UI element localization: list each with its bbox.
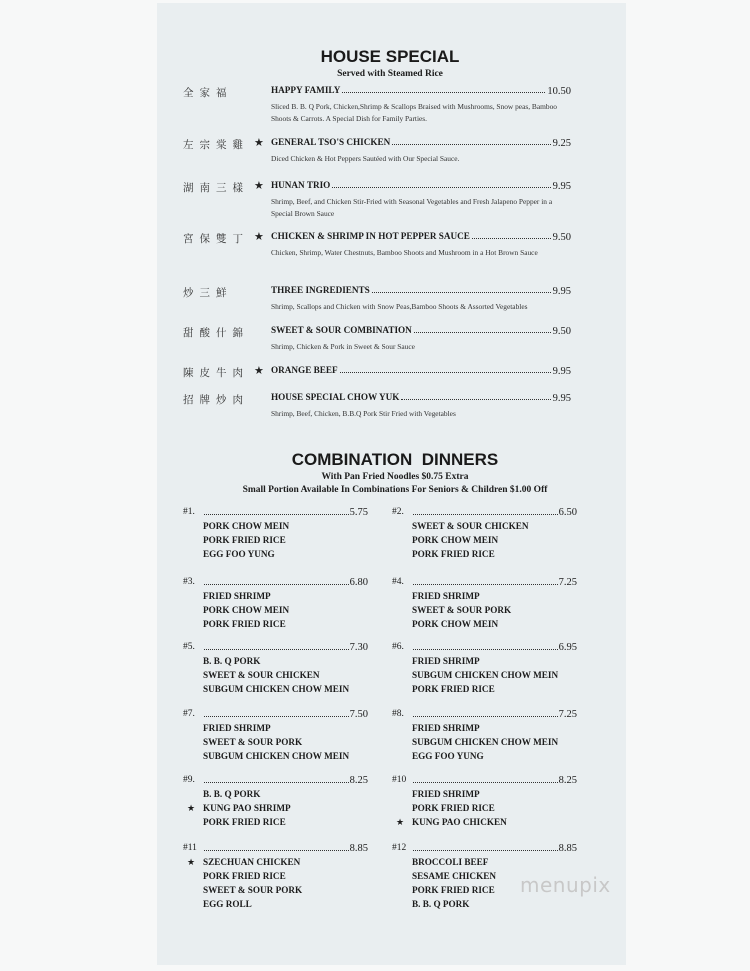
combination-subtitle-portion: Small Portion Available In Combinations For Seniors & Children $1.00 Off xyxy=(242,485,548,495)
combination-dish xyxy=(183,589,368,603)
dish-name-text: CHICKEN & SHRIMP IN HOT PEPPER SAUCE xyxy=(271,231,470,241)
combination-dish-name: SUBGUM CHICKEN CHOW MEIN xyxy=(412,670,559,680)
combination-number: #5. xyxy=(183,642,195,652)
combination-dish-name: PORK FRIED RICE xyxy=(203,619,286,629)
dotted-leader xyxy=(204,507,349,515)
dish-name-text: HAPPY FAMILY xyxy=(271,85,341,95)
chinese-name: 左宗棠雞 xyxy=(183,139,249,151)
dotted-leader xyxy=(332,180,550,188)
combination-dish xyxy=(183,883,368,897)
combination-price: 5.75 xyxy=(349,507,368,518)
combination-dish xyxy=(183,897,368,911)
combination-item xyxy=(183,507,368,561)
combination-dish-name: SUBGUM CHICKEN CHOW MEIN xyxy=(412,737,559,747)
combination-number: #7. xyxy=(183,709,195,719)
spicy-star-icon: ★ xyxy=(254,365,264,377)
spicy-star-icon: ★ xyxy=(254,180,264,192)
combination-number: #4. xyxy=(392,577,404,587)
combination-number: #11 xyxy=(183,843,197,853)
combination-dish-name: SWEET & SOUR PORK xyxy=(203,885,303,895)
dish-price: 9.25 xyxy=(552,138,571,149)
combination-header xyxy=(392,775,577,786)
dish-description: Shrimp, Chicken & Pork in Sweet & Sour Sauce xyxy=(271,342,415,351)
dish-name xyxy=(271,231,571,242)
combination-dish-name: FRIED SHRIMP xyxy=(412,789,480,799)
combination-dish-list xyxy=(392,654,577,696)
dish-name-text: GENERAL TSO'S CHICKEN xyxy=(271,137,391,147)
combination-dish xyxy=(392,589,577,603)
combination-number: #9. xyxy=(183,775,195,785)
combination-dish-name: PORK CHOW MEIN xyxy=(412,619,499,629)
combination-dish-list xyxy=(392,787,577,829)
combination-title: COMBINATION DINNERS xyxy=(291,450,499,469)
dish-description: Shrimp, Beef, Chicken, B.B.Q Pork Stir Fried with Vegetables xyxy=(271,409,456,418)
combination-price: 6.95 xyxy=(558,642,577,653)
combination-dish-name: PORK FRIED RICE xyxy=(203,535,286,545)
combination-item xyxy=(392,507,577,561)
combination-dish-name: PORK FRIED RICE xyxy=(412,684,495,694)
combination-number: #12 xyxy=(392,843,407,853)
dotted-leader xyxy=(392,137,550,145)
dotted-leader xyxy=(401,392,550,400)
combination-dish-name: SWEET & SOUR PORK xyxy=(412,605,512,615)
dotted-leader xyxy=(204,709,349,717)
combination-number: #3. xyxy=(183,577,195,587)
combination-price: 6.50 xyxy=(558,507,577,518)
combination-dish-name: B. B. Q PORK xyxy=(412,899,470,909)
combination-dish xyxy=(392,801,577,815)
combination-dish-list xyxy=(183,589,368,631)
combination-dish-name: SUBGUM CHICKEN CHOW MEIN xyxy=(203,684,350,694)
dish-name xyxy=(271,180,571,191)
combination-dish-name: SWEET & SOUR CHICKEN xyxy=(412,521,529,531)
combination-item xyxy=(392,577,577,631)
combination-dish xyxy=(392,721,577,735)
combination-dish-name: SUBGUM CHICKEN CHOW MEIN xyxy=(203,751,350,761)
dish-name xyxy=(271,392,571,403)
combination-price: 6.80 xyxy=(349,577,368,588)
combination-dish xyxy=(183,735,368,749)
chinese-name: 湖南三樣 xyxy=(183,182,249,194)
combination-dish xyxy=(392,617,577,631)
combination-dish-name: PORK FRIED RICE xyxy=(203,871,286,881)
dish-name-text: HOUSE SPECIAL CHOW YUK xyxy=(271,392,400,402)
combination-number: #2. xyxy=(392,507,404,517)
combination-item xyxy=(183,642,368,696)
combination-dish-name: PORK CHOW MEIN xyxy=(203,605,290,615)
chinese-name: 甜酸什錦 xyxy=(183,327,249,339)
combination-dish-name: FRIED SHRIMP xyxy=(412,656,480,666)
combination-dish-list xyxy=(392,519,577,561)
combination-subtitle-noodles: With Pan Fried Noodles $0.75 Extra xyxy=(321,472,469,482)
combination-price: 7.25 xyxy=(558,577,577,588)
combination-dish-list xyxy=(183,787,368,829)
spicy-star-icon: ★ xyxy=(254,231,264,243)
house-special-subtitle: Served with Steamed Rice xyxy=(337,69,443,79)
combination-dish-list xyxy=(183,721,368,763)
combination-dish-name: PORK CHOW MEIN xyxy=(412,535,499,545)
house-special-title: HOUSE SPECIAL xyxy=(320,47,460,66)
combination-item xyxy=(183,843,368,911)
dish-name-text: SWEET & SOUR COMBINATION xyxy=(271,325,412,335)
combination-header xyxy=(183,577,368,588)
combination-dish-name: EGG FOO YUNG xyxy=(203,549,275,559)
combination-dish xyxy=(392,787,577,801)
combination-dish xyxy=(183,519,368,533)
combination-dish xyxy=(392,519,577,533)
dotted-leader xyxy=(472,231,551,239)
chinese-name: 全家福 xyxy=(183,87,233,99)
combination-item xyxy=(183,577,368,631)
combination-dish-name: FRIED SHRIMP xyxy=(203,723,271,733)
combination-header xyxy=(183,775,368,786)
combination-dish xyxy=(183,603,368,617)
combination-dish xyxy=(392,749,577,763)
dish-name xyxy=(271,85,571,96)
dish-name xyxy=(271,285,571,296)
combination-header xyxy=(392,642,577,653)
combination-dish xyxy=(183,721,368,735)
combination-number: #6. xyxy=(392,642,404,652)
combination-dish xyxy=(183,682,368,696)
combination-price: 8.25 xyxy=(349,775,368,786)
chinese-name: 炒三鮮 xyxy=(183,287,233,299)
combination-dish-name: FRIED SHRIMP xyxy=(203,591,271,601)
dish-name xyxy=(271,325,571,336)
combination-dish xyxy=(183,533,368,547)
combination-dish xyxy=(392,668,577,682)
dotted-leader xyxy=(413,709,558,717)
combination-dish xyxy=(392,603,577,617)
combination-item xyxy=(183,709,368,763)
combination-number: #1. xyxy=(183,507,195,517)
dish-name-text: HUNAN TRIO xyxy=(271,180,331,190)
dish-name-text: ORANGE BEEF xyxy=(271,365,338,375)
chinese-name: 陳皮牛肉 xyxy=(183,367,249,379)
combination-dish-list xyxy=(183,855,368,911)
dotted-leader xyxy=(340,365,551,373)
dotted-leader xyxy=(414,325,551,333)
chinese-name: 招牌炒肉 xyxy=(183,394,249,406)
dish-description: Chicken, Shrimp, Water Chestnuts, Bamboo Shoots and Mushroom in a Hot Brown Sauce xyxy=(271,248,538,257)
dish-description: Shrimp, Scallops and Chicken with Snow Peas,Bamboo Shoots & Assorted Vegetables xyxy=(271,302,528,311)
spicy-star-icon: ★ xyxy=(187,803,196,813)
dotted-leader xyxy=(204,843,349,851)
dish-price: 10.50 xyxy=(547,86,571,97)
spicy-star-icon: ★ xyxy=(187,857,196,867)
combination-dish-name: PORK FRIED RICE xyxy=(412,803,495,813)
watermark: menupix xyxy=(520,873,611,897)
dotted-leader xyxy=(413,507,558,515)
combination-dish-list xyxy=(392,721,577,763)
combination-price: 7.50 xyxy=(349,709,368,720)
combination-number: #8. xyxy=(392,709,404,719)
combination-dish xyxy=(392,682,577,696)
combination-item xyxy=(392,709,577,763)
combination-dish xyxy=(392,654,577,668)
combination-dish-name: PORK FRIED RICE xyxy=(412,885,495,895)
combination-dish-name: FRIED SHRIMP xyxy=(412,723,480,733)
chinese-name: 宮保雙丁 xyxy=(183,233,249,245)
combination-dish xyxy=(392,533,577,547)
dotted-leader xyxy=(204,577,349,585)
combination-dish-list xyxy=(392,589,577,631)
dotted-leader xyxy=(413,843,558,851)
combination-item xyxy=(183,775,368,829)
combination-dish xyxy=(183,617,368,631)
dish-description: Shrimp, Beef, and Chicken Stir-Fried with Seasonal Vegetables and Fresh Jalapeno Pepper in a Special Brown Sauce xyxy=(271,197,553,218)
combination-header xyxy=(183,843,368,854)
combination-price: 8.85 xyxy=(349,843,368,854)
combination-dish xyxy=(183,801,368,815)
combination-number: #10 xyxy=(392,775,407,785)
combination-dish-name: BROCCOLI BEEF xyxy=(412,857,489,867)
combination-dish-name: KUNG PAO CHICKEN xyxy=(412,817,507,827)
combination-header xyxy=(392,843,577,854)
combination-header xyxy=(392,507,577,518)
combination-dish xyxy=(392,735,577,749)
combination-dish xyxy=(183,668,368,682)
dish-name xyxy=(271,137,571,148)
combination-item xyxy=(392,775,577,829)
dish-price: 9.95 xyxy=(552,286,571,297)
dish-price: 9.50 xyxy=(552,232,571,243)
combination-dish-name: SWEET & SOUR CHICKEN xyxy=(203,670,320,680)
combination-dish-name: PORK FRIED RICE xyxy=(203,817,286,827)
combination-header xyxy=(183,507,368,518)
dish-description: Sliced B. B. Q Pork, Chicken,Shrimp & Scallops Braised with Mushrooms, Snow peas, Bamboo Shoots & Carrots. A Special Dish for Family Parties. xyxy=(271,102,557,123)
dotted-leader xyxy=(204,642,349,650)
combination-dish-name: SWEET & SOUR PORK xyxy=(203,737,303,747)
combination-dish xyxy=(392,855,577,869)
combination-dish xyxy=(183,749,368,763)
combination-dish-name: FRIED SHRIMP xyxy=(412,591,480,601)
combination-dish-name: PORK FRIED RICE xyxy=(412,549,495,559)
combination-header xyxy=(392,577,577,588)
dotted-leader xyxy=(204,775,349,783)
combination-dish-name: SESAME CHICKEN xyxy=(412,871,496,881)
combination-dish-list xyxy=(183,519,368,561)
combination-dish xyxy=(183,855,368,869)
combination-dish xyxy=(392,547,577,561)
spicy-star-icon: ★ xyxy=(396,817,405,827)
dotted-leader xyxy=(413,577,558,585)
dotted-leader xyxy=(413,775,558,783)
dish-name xyxy=(271,365,571,376)
combination-price: 8.25 xyxy=(558,775,577,786)
combination-header xyxy=(392,709,577,720)
dish-name-text: THREE INGREDIENTS xyxy=(271,285,370,295)
combination-dish xyxy=(183,869,368,883)
dish-description: Diced Chicken & Hot Peppers Sautéed with Our Special Sauce. xyxy=(271,154,460,163)
dotted-leader xyxy=(413,642,558,650)
dotted-leader xyxy=(372,285,551,293)
dish-price: 9.50 xyxy=(552,326,571,337)
combination-dish-name: B. B. Q PORK xyxy=(203,789,261,799)
dish-price: 9.95 xyxy=(552,181,571,192)
combination-dish xyxy=(183,787,368,801)
combination-dish-name: EGG FOO YUNG xyxy=(412,751,484,761)
dish-price: 9.95 xyxy=(552,393,571,404)
combination-dish-name: KUNG PAO SHRIMP xyxy=(203,803,291,813)
combination-dish-list xyxy=(183,654,368,696)
combination-item xyxy=(392,642,577,696)
spicy-star-icon: ★ xyxy=(254,137,264,149)
combination-dish xyxy=(392,897,577,911)
combination-dish-name: B. B. Q PORK xyxy=(203,656,261,666)
combination-dish xyxy=(183,547,368,561)
combination-dish-name: SZECHUAN CHICKEN xyxy=(203,857,301,867)
combination-dish xyxy=(183,654,368,668)
combination-dish-name: PORK CHOW MEIN xyxy=(203,521,290,531)
combination-dish xyxy=(183,815,368,829)
dish-price: 9.95 xyxy=(552,366,571,377)
combination-dish xyxy=(392,815,577,829)
combination-header xyxy=(183,642,368,653)
combination-price: 7.25 xyxy=(558,709,577,720)
dotted-leader xyxy=(342,85,545,93)
combination-price: 7.30 xyxy=(349,642,368,653)
combination-header xyxy=(183,709,368,720)
combination-dish-name: EGG ROLL xyxy=(203,899,252,909)
combination-price: 8.85 xyxy=(558,843,577,854)
